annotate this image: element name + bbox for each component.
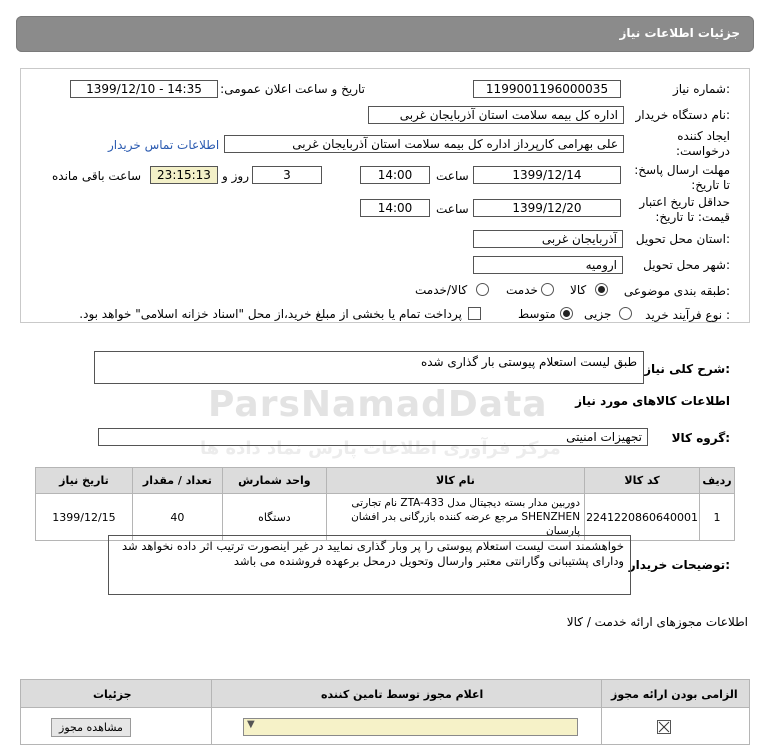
page-title: جزئیات اطلاعات نیاز — [619, 26, 740, 40]
purchase-type-label: نوع فرآیند خرید : — [645, 308, 730, 322]
delivery-province-field: آذربایجان غربی — [473, 230, 623, 248]
col-unit: واحد شمارش — [222, 468, 326, 494]
goods-group-label: گروه کالا: — [671, 431, 730, 445]
price-validity-label-2: قیمت: تا تاریخ: — [655, 210, 730, 224]
buyer-notes-field: خواهشمند است لیست استعلام پیوستی را پر وبار گذاری نمایید در غیر اینصورت ترتیب اثر داده نخواهد شد ودارای پشتیبانی وگارانتی معتبر وارسال وتحویل درمحل برعهده فروشنده می باشد — [108, 535, 631, 595]
remaining-label: ساعت باقی مانده — [52, 169, 142, 183]
category-service-label: خدمت — [506, 283, 538, 297]
license-required-checkbox[interactable] — [657, 720, 671, 734]
purchase-medium-radio[interactable] — [560, 307, 573, 320]
view-license-button[interactable]: مشاهده مجوز — [51, 718, 131, 737]
licenses-col-details: جزئیات — [93, 688, 132, 701]
category-service-radio[interactable] — [541, 283, 554, 296]
category-goods-radio[interactable] — [595, 283, 608, 296]
col-date: تاریخ نیاز — [36, 468, 133, 494]
buyer-contact-link[interactable]: اطلاعات تماس خریدار — [108, 138, 220, 152]
cell-name-line2: SHENZHEN مرجع عرضه کننده بازرگانی بدر افشان پارسیان — [351, 511, 581, 537]
licenses-table — [20, 679, 750, 745]
cell-row: 1 — [700, 494, 735, 541]
licenses-col-required: الزامی بودن ارائه مجوز — [611, 688, 738, 701]
category-goods-label: کالا — [570, 283, 587, 297]
col-code: کد کالا — [585, 468, 700, 494]
col-qty: تعداد / مقدار — [132, 468, 222, 494]
cell-name — [326, 494, 584, 541]
cell-name-line1: دوربین مدار بسته دیجیتال مدل ZTA-433 نام تجارتی — [351, 497, 581, 509]
reply-deadline-label-2: تا تاریخ: — [691, 178, 730, 192]
treasury-checkbox[interactable] — [468, 307, 481, 320]
remaining-time-field: 23:15:13 — [150, 166, 218, 184]
reply-deadline-label-1: مهلت ارسال پاسخ: — [634, 163, 730, 177]
watermark-tagline: مرکز فرآوری اطلاعات پارس نماد داده ها — [200, 438, 561, 459]
buyer-org-field: اداره کل بیمه سلامت استان آذربایجان غربی — [368, 106, 624, 124]
items-table-header — [36, 468, 735, 494]
treasury-note: پرداخت تمام یا بخشی از مبلغ خرید،از محل "اسناد خزانه اسلامی" خواهد بود. — [79, 307, 462, 321]
cell-code: 2241220860640001 — [585, 494, 700, 541]
col-name: نام کالا — [326, 468, 584, 494]
watermark-brand: ParsNamadData — [208, 384, 548, 425]
goods-group-field: تجهیزات امنیتی — [98, 428, 648, 446]
reply-time-label: ساعت — [436, 169, 469, 183]
requester-label-2: درخواست: — [676, 144, 730, 158]
price-validity-label-1: حداقل تاریخ اعتبار — [639, 195, 730, 209]
buyer-notes-label: توضیحات خریدار: — [628, 558, 730, 572]
requester-field: علی بهرامی کارپرداز اداره کل بیمه سلامت استان آذربایجان غربی — [224, 135, 624, 153]
description-field: طبق لیست استعلام پیوستی بار گذاری شده — [94, 351, 644, 384]
days-label: روز و — [222, 169, 249, 183]
cell-date: 1399/12/15 — [36, 494, 133, 541]
price-validity-time-label: ساعت — [436, 202, 469, 216]
price-validity-time-field: 14:00 — [360, 199, 430, 217]
goods-section-title: اطلاعات کالاهای مورد نیاز — [575, 394, 730, 408]
license-supplier-select[interactable] — [243, 718, 578, 736]
need-number-field: 1199001196000035 — [473, 80, 621, 98]
cross-icon — [658, 721, 670, 733]
category-goods-service-radio[interactable] — [476, 283, 489, 296]
delivery-province-label: استان محل تحویل: — [635, 232, 730, 246]
cell-qty: 40 — [132, 494, 222, 541]
need-number-label: شماره نیاز: — [672, 82, 730, 96]
table-row — [36, 494, 735, 541]
category-label: طبقه بندی موضوعی: — [623, 284, 730, 298]
buyer-org-label: نام دستگاه خریدار: — [635, 108, 730, 122]
category-goods-service-label: کالا/خدمت — [415, 283, 468, 297]
reply-time-field: 14:00 — [360, 166, 430, 184]
price-validity-date-field: 1399/12/20 — [473, 199, 621, 217]
announce-datetime-field: 1399/12/10 - 14:35 — [70, 80, 218, 98]
requester-label-1: ایجاد کننده — [677, 129, 730, 143]
delivery-city-field: ارومیه — [473, 256, 623, 274]
description-label: شرح کلی نیاز: — [644, 362, 730, 376]
cell-unit: دستگاه — [222, 494, 326, 541]
licenses-col-supplier: اعلام مجوز توسط تامین کننده — [321, 688, 484, 701]
announce-datetime-label: تاریخ و ساعت اعلان عمومی: — [220, 82, 365, 96]
licenses-title: اطلاعات مجوزهای ارائه خدمت / کالا — [566, 615, 748, 629]
days-field: 3 — [252, 166, 322, 184]
purchase-minor-radio[interactable] — [619, 307, 632, 320]
col-row: ردیف — [700, 468, 735, 494]
licenses-col-divider-2 — [211, 680, 212, 745]
purchase-minor-label: جزیی — [584, 307, 612, 321]
reply-date-field: 1399/12/14 — [473, 166, 621, 184]
delivery-city-label: شهر محل تحویل: — [643, 258, 730, 272]
page-header — [16, 16, 754, 52]
chevron-down-icon: ▼ — [247, 719, 255, 730]
purchase-medium-label: متوسط — [518, 307, 556, 321]
licenses-col-divider-1 — [601, 680, 602, 745]
items-table — [35, 467, 735, 541]
